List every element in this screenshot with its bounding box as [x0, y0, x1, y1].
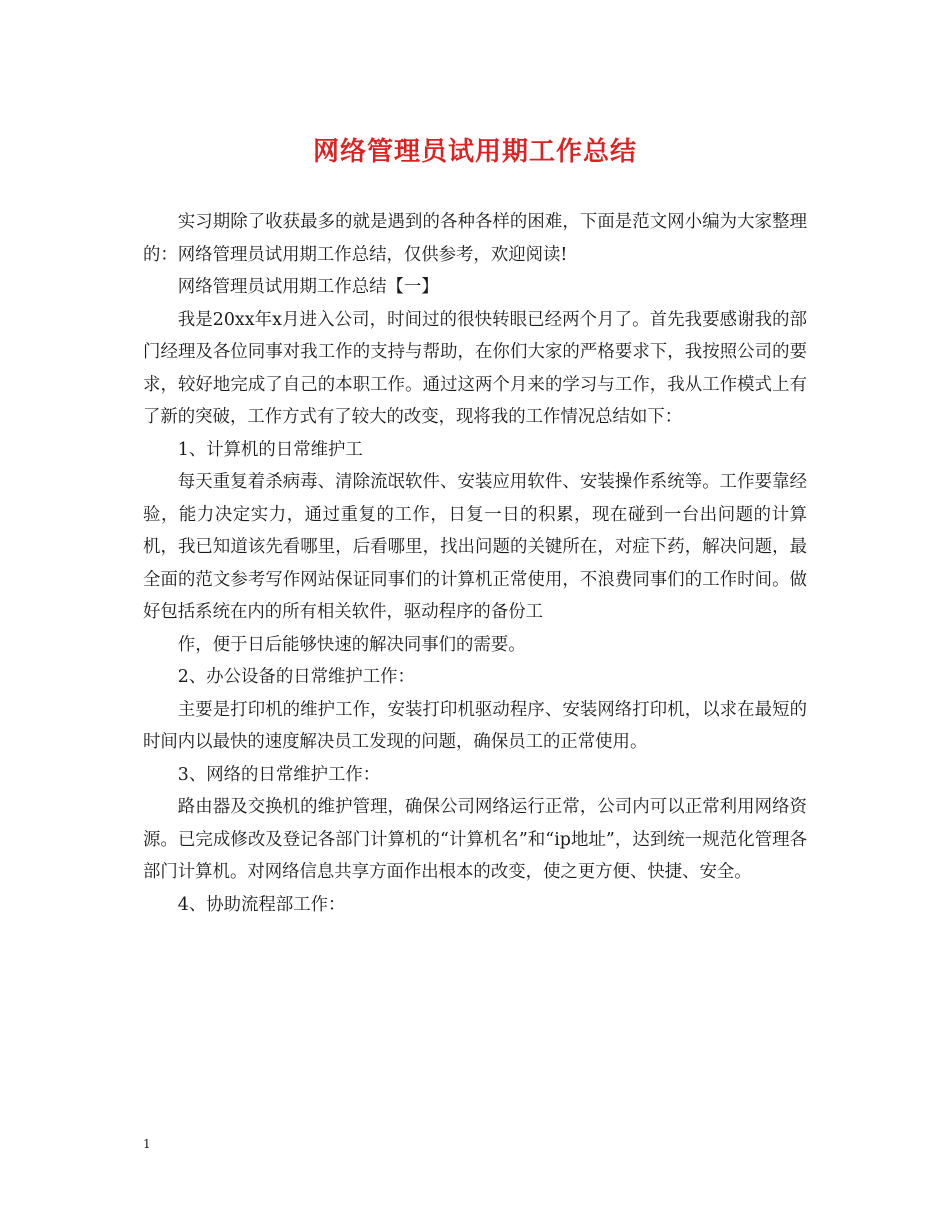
paragraph-computer-maintenance: 每天重复着杀病毒、清除流氓软件、安装应用软件、安装操作系统等。工作要靠经验，能力决定实力，通过重复的工作，日复一日的积累，现在碰到一台出问题的计算机，我已知道该先看哪里，后看哪里，找出问题的关键所在，对症下药，解决问题，最全面的范文参考写作网站保证同事们的计算机正常使用，不浪费同事们的工作时间。做好包括系统在内的所有相关软件，驱动程序的备份工: [143, 472, 807, 622]
item-heading-computer-maintenance: 1、计算机的日常维护工: [177, 439, 363, 460]
paragraph-computer-maintenance-continued: 作，便于日后能够快速的解决同事们的需要。: [177, 634, 526, 655]
document-body: [143, 206, 807, 921]
item-heading-network-maintenance: 3、网络的日常维护工作：: [177, 764, 381, 785]
paragraph-intro: 实习期除了收获最多的就是遇到的各种各样的困难，下面是范文网小编为大家整理的：网络管理员试用期工作总结，仅供参考，欢迎阅读!: [143, 212, 807, 265]
paragraph-network-maintenance: 路由器及交换机的维护管理，确保公司网络运行正常，公司内可以正常利用网络资源。已完成修改及登记各部门计算机的“计算机名”和“ip地址”，达到统一规范化管理各部门计算机。对网络信息共享方面作出根本的改变，使之更方便、快捷、安全。: [143, 797, 807, 882]
paragraph-overview: 我是20xx年x月进入公司，时间过的很快转眼已经两个月了。首先我要感谢我的部门经理及各位同事对我工作的支持与帮助，在你们大家的严格要求下，我按照公司的要求，较好地完成了自己的本职工作。通过这两个月来的学习与工作，我从工作模式上有了新的突破，工作方式有了较大的改变，现将我的工作情况总结如下：: [143, 309, 807, 427]
item-heading-office-equipment: 2、办公设备的日常维护工作：: [177, 667, 415, 687]
section-heading-one: 网络管理员试用期工作总结【一】: [177, 277, 439, 297]
item-heading-process-support: 4、协助流程部工作：: [177, 894, 346, 915]
document-title: 网络管理员试用期工作总结: [312, 137, 637, 167]
page-number: 1: [143, 1137, 151, 1151]
paragraph-office-equipment: 主要是打印机的维护工作，安装打印机驱动程序、安装网络打印机，以求在最短的时间内以最快的速度解决员工发现的问题，确保员工的正常使用。: [143, 699, 807, 752]
